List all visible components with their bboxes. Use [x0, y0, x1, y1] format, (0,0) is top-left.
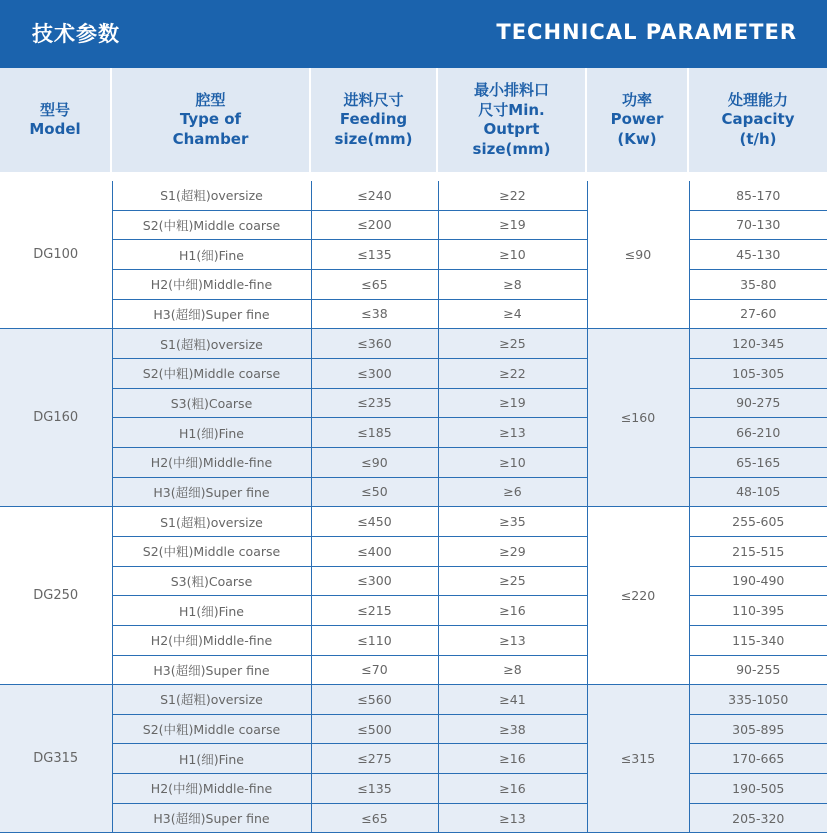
model-cell: DG100: [0, 181, 112, 329]
feeding-size-cell: ≤275: [311, 744, 438, 774]
capacity-cell: 105-305: [689, 358, 827, 388]
chamber-cell: H3(超细)Super fine: [112, 477, 311, 507]
table-row: [0, 803, 827, 833]
outprt-size-cell: ≥16: [438, 744, 587, 774]
outprt-size-cell: ≥8: [438, 655, 587, 685]
chamber-cell: H1(细)Fine: [112, 596, 311, 626]
model-cell: DG250: [0, 507, 112, 685]
capacity-cell: 90-275: [689, 388, 827, 418]
chamber-cell: S2(中粗)Middle coarse: [112, 714, 311, 744]
capacity-cell: 90-255: [689, 655, 827, 685]
table-row: [0, 418, 827, 448]
chamber-cell: S2(中粗)Middle coarse: [112, 210, 311, 240]
outprt-size-cell: ≥16: [438, 596, 587, 626]
chamber-cell: S1(超粗)oversize: [112, 329, 311, 359]
outprt-size-cell: ≥22: [438, 358, 587, 388]
feeding-size-cell: ≤235: [311, 388, 438, 418]
capacity-cell: 70-130: [689, 210, 827, 240]
capacity-cell: 335-1050: [689, 685, 827, 715]
parameter-table: [0, 181, 827, 833]
feeding-size-cell: ≤50: [311, 477, 438, 507]
header-divider: [0, 172, 827, 181]
outprt-size-cell: ≥22: [438, 181, 587, 210]
feeding-size-cell: ≤400: [311, 536, 438, 566]
table-row: [0, 299, 827, 329]
table-row: [0, 744, 827, 774]
model-cell: DG315: [0, 685, 112, 833]
capacity-cell: 85-170: [689, 181, 827, 210]
outprt-size-cell: ≥10: [438, 447, 587, 477]
outprt-size-cell: ≥4: [438, 299, 587, 329]
power-cell: ≤315: [587, 685, 689, 833]
capacity-cell: 190-490: [689, 566, 827, 596]
capacity-cell: 120-345: [689, 329, 827, 359]
power-cell: ≤90: [587, 181, 689, 329]
table-row: [0, 536, 827, 566]
table-row: [0, 507, 827, 537]
feeding-size-cell: ≤360: [311, 329, 438, 359]
feeding-size-cell: ≤300: [311, 358, 438, 388]
feeding-size-cell: ≤200: [311, 210, 438, 240]
table-row: [0, 329, 827, 359]
feeding-size-cell: ≤300: [311, 566, 438, 596]
capacity-cell: 215-515: [689, 536, 827, 566]
chamber-cell: H2(中细)Middle-fine: [112, 447, 311, 477]
chamber-cell: S1(超粗)oversize: [112, 685, 311, 715]
feeding-size-cell: ≤135: [311, 240, 438, 270]
title-en: TECHNICAL PARAMETER: [496, 20, 797, 44]
chamber-cell: H3(超细)Super fine: [112, 299, 311, 329]
outprt-size-cell: ≥25: [438, 566, 587, 596]
title-banner: [0, 0, 827, 68]
table-row: [0, 774, 827, 804]
chamber-cell: H1(细)Fine: [112, 240, 311, 270]
table-row: [0, 655, 827, 685]
outprt-size-cell: ≥25: [438, 329, 587, 359]
title-cn: 技术参数: [32, 22, 120, 46]
outprt-size-cell: ≥6: [438, 477, 587, 507]
chamber-cell: H1(细)Fine: [112, 744, 311, 774]
table-row: [0, 388, 827, 418]
chamber-cell: H1(细)Fine: [112, 418, 311, 448]
feeding-size-cell: ≤500: [311, 714, 438, 744]
outprt-size-cell: ≥35: [438, 507, 587, 537]
outprt-size-cell: ≥13: [438, 418, 587, 448]
outprt-size-cell: ≥19: [438, 388, 587, 418]
table-row: [0, 210, 827, 240]
power-cell: ≤160: [587, 329, 689, 507]
capacity-cell: 305-895: [689, 714, 827, 744]
capacity-cell: 205-320: [689, 803, 827, 833]
header-outprt-size: 最小排料口 尺寸Min. Outprt size(mm): [438, 68, 587, 172]
header-capacity: 处理能力 Capacity (t/h): [689, 68, 827, 172]
header-power: 功率 Power (Kw): [587, 68, 689, 172]
outprt-size-cell: ≥13: [438, 803, 587, 833]
power-cell: ≤220: [587, 507, 689, 685]
chamber-cell: S3(粗)Coarse: [112, 388, 311, 418]
outprt-size-cell: ≥29: [438, 536, 587, 566]
header-model: 型号 Model: [0, 68, 112, 172]
table-row: [0, 181, 827, 210]
header-chamber: 腔型 Type of Chamber: [112, 68, 311, 172]
feeding-size-cell: ≤185: [311, 418, 438, 448]
table-row: [0, 447, 827, 477]
chamber-cell: H2(中细)Middle-fine: [112, 625, 311, 655]
capacity-cell: 45-130: [689, 240, 827, 270]
chamber-cell: S2(中粗)Middle coarse: [112, 358, 311, 388]
header-feeding-size: 进料尺寸 Feeding size(mm): [311, 68, 438, 172]
feeding-size-cell: ≤560: [311, 685, 438, 715]
feeding-size-cell: ≤65: [311, 803, 438, 833]
feeding-size-cell: ≤90: [311, 447, 438, 477]
outprt-size-cell: ≥19: [438, 210, 587, 240]
chamber-cell: H2(中细)Middle-fine: [112, 269, 311, 299]
outprt-size-cell: ≥38: [438, 714, 587, 744]
feeding-size-cell: ≤65: [311, 269, 438, 299]
outprt-size-cell: ≥10: [438, 240, 587, 270]
capacity-cell: 48-105: [689, 477, 827, 507]
capacity-cell: 115-340: [689, 625, 827, 655]
capacity-cell: 255-605: [689, 507, 827, 537]
feeding-size-cell: ≤240: [311, 181, 438, 210]
capacity-cell: 35-80: [689, 269, 827, 299]
chamber-cell: H2(中细)Middle-fine: [112, 774, 311, 804]
table-row: [0, 685, 827, 715]
chamber-cell: S1(超粗)oversize: [112, 181, 311, 210]
feeding-size-cell: ≤70: [311, 655, 438, 685]
capacity-cell: 190-505: [689, 774, 827, 804]
outprt-size-cell: ≥13: [438, 625, 587, 655]
table-row: [0, 714, 827, 744]
chamber-cell: H3(超细)Super fine: [112, 655, 311, 685]
capacity-cell: 65-165: [689, 447, 827, 477]
chamber-cell: H3(超细)Super fine: [112, 803, 311, 833]
chamber-cell: S3(粗)Coarse: [112, 566, 311, 596]
model-cell: DG160: [0, 329, 112, 507]
feeding-size-cell: ≤215: [311, 596, 438, 626]
table-row: [0, 269, 827, 299]
feeding-size-cell: ≤38: [311, 299, 438, 329]
table-row: [0, 477, 827, 507]
table-row: [0, 625, 827, 655]
feeding-size-cell: ≤135: [311, 774, 438, 804]
outprt-size-cell: ≥16: [438, 774, 587, 804]
feeding-size-cell: ≤110: [311, 625, 438, 655]
capacity-cell: 110-395: [689, 596, 827, 626]
outprt-size-cell: ≥41: [438, 685, 587, 715]
capacity-cell: 27-60: [689, 299, 827, 329]
feeding-size-cell: ≤450: [311, 507, 438, 537]
chamber-cell: S1(超粗)oversize: [112, 507, 311, 537]
capacity-cell: 170-665: [689, 744, 827, 774]
table-row: [0, 358, 827, 388]
table-row: [0, 240, 827, 270]
chamber-cell: S2(中粗)Middle coarse: [112, 536, 311, 566]
outprt-size-cell: ≥8: [438, 269, 587, 299]
table-row: [0, 566, 827, 596]
table-row: [0, 596, 827, 626]
capacity-cell: 66-210: [689, 418, 827, 448]
